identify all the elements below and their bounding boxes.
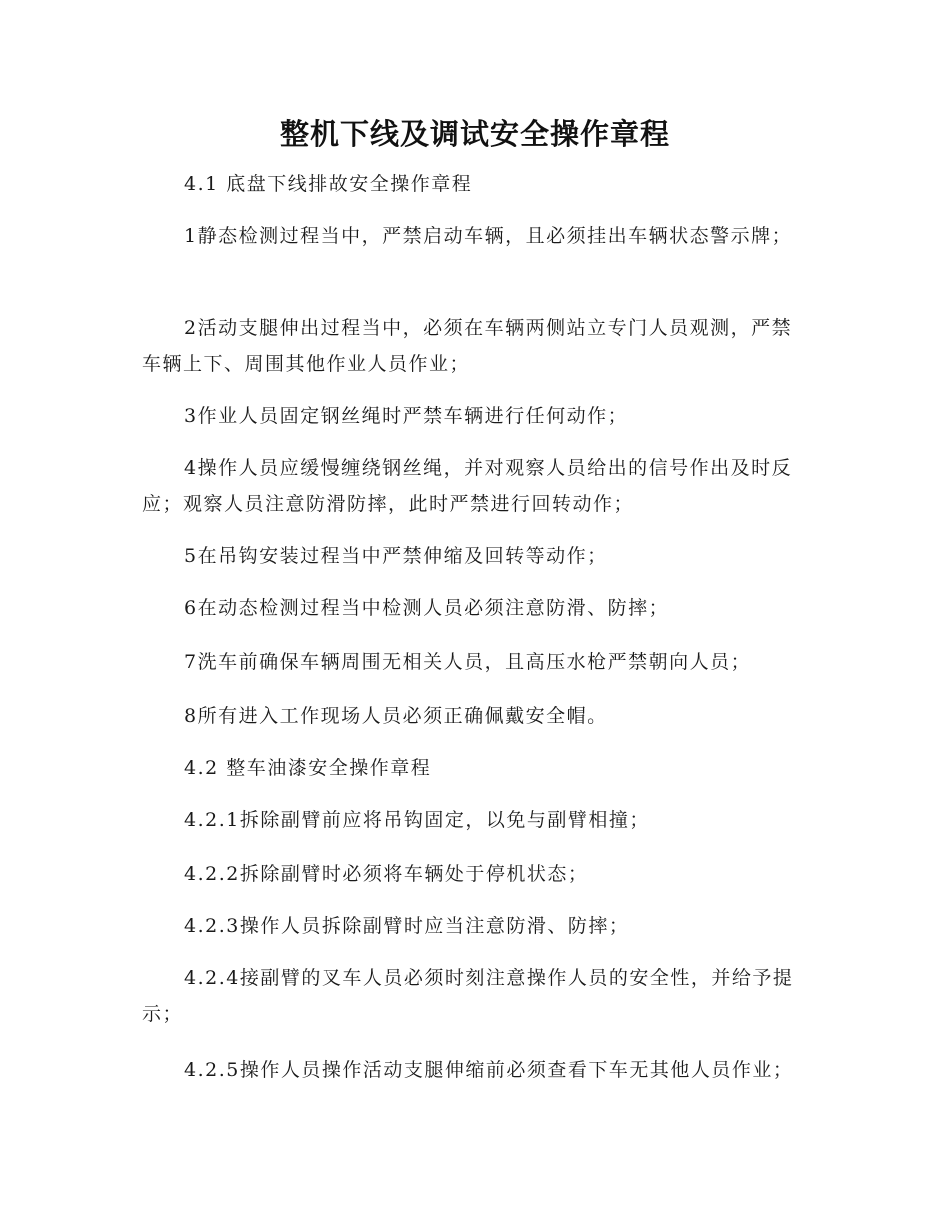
paragraph-rule-8: 8所有进入工作现场人员必须正确佩戴安全帽。 (184, 705, 608, 727)
paragraph-rule-4-2-2: 4.2.2拆除副臂时必须将车辆处于停机状态； (184, 863, 589, 885)
paragraph-rule-4-2-4: 4.2.4接副臂的叉车人员必须时刻注意操作人员的安全性，并给予提示； (142, 967, 794, 1025)
paragraph-rule-1: 1静态检测过程当中，严禁启动车辆，且必须挂出车辆状态警示牌； (184, 225, 793, 247)
section-heading-4-2: 4.2 整车油漆安全操作章程 (184, 757, 432, 779)
paragraph-rule-4-2-3: 4.2.3操作人员拆除副臂时应当注意防滑、防摔； (184, 915, 630, 937)
paragraph-rule-4: 4操作人员应缓慢缠绕钢丝绳，并对观察人员给出的信号作出及时反应；观察人员注意防滑防摔，此时严禁进行回转动作； (142, 457, 793, 515)
paragraph-rule-4-2-1: 4.2.1拆除副臂前应将吊钩固定，以免与副臂相撞； (184, 809, 650, 831)
document-title: 整机下线及调试安全操作章程 (279, 117, 670, 151)
paragraph-rule-4-2-5: 4.2.5操作人员操作活动支腿伸缩前必须查看下车无其他人员作业； (184, 1059, 794, 1081)
paragraph-rule-3: 3作业人员固定钢丝绳时严禁车辆进行任何动作； (184, 405, 629, 427)
section-heading-4-1: 4.1 底盘下线排故安全操作章程 (184, 173, 473, 195)
paragraph-rule-6: 6在动态检测过程当中检测人员必须注意防滑、防摔； (184, 597, 670, 619)
paragraph-rule-7: 7洗车前确保车辆周围无相关人员，且高压水枪严禁朝向人员； (184, 651, 752, 673)
paragraph-rule-2: 2活动支腿伸出过程当中，必须在车辆两侧站立专门人员观测，严禁车辆上下、周围其他作业人员作业； (142, 317, 793, 375)
paragraph-rule-5: 5在吊钩安装过程当中严禁伸缩及回转等动作； (184, 545, 608, 567)
